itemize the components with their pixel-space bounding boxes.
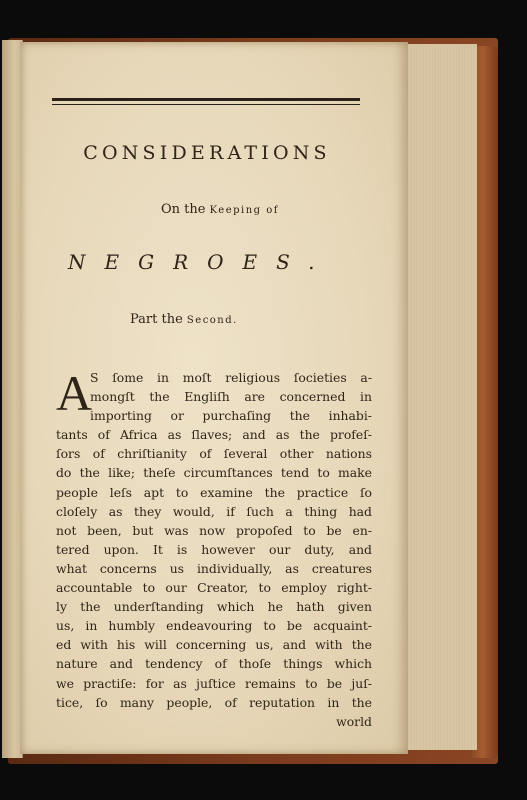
text-line: what concerns us individually, as creatures bbox=[56, 560, 372, 576]
text-line: we practiſe: for as juſtice remains to be juſ- bbox=[56, 675, 372, 691]
text-line: cloſely as they would, if ſuch a thing had bbox=[56, 503, 372, 519]
body-text bbox=[56, 365, 372, 731]
subtitle-small-caps: Keeping of bbox=[209, 205, 279, 216]
text-line: us, in humbly endeavouring to be acquaint- bbox=[56, 618, 372, 634]
text-line: ly the underſtanding which he hath given bbox=[56, 599, 372, 615]
text-line: do the like; theſe circumſtances tend to make bbox=[56, 465, 372, 481]
page-edges bbox=[404, 44, 477, 750]
subtitle bbox=[100, 202, 340, 217]
heading: NEGROES. bbox=[68, 250, 334, 274]
text-line: ed with his will concerning us, and with the bbox=[56, 637, 372, 653]
book-page bbox=[20, 42, 408, 754]
part-small-caps: Second. bbox=[186, 315, 238, 326]
text-line: accountable to our Creator, to employ right- bbox=[56, 580, 372, 596]
text-line: people leſs apt to examine the practice ſo bbox=[56, 484, 372, 500]
text-line-catchword: world bbox=[336, 713, 372, 729]
text-line: tered upon. It is however our duty, and bbox=[56, 541, 372, 557]
header-rule bbox=[52, 98, 360, 101]
subtitle-prefix: On the bbox=[161, 202, 210, 217]
page-title: CONSIDERATIONS bbox=[83, 142, 331, 164]
text-line: tice, ſo many people, of reputation in the bbox=[56, 694, 372, 710]
header-rule-thin bbox=[52, 104, 360, 105]
text-line: importing or purchaſing the inhabi- bbox=[90, 408, 372, 424]
drop-cap: A bbox=[56, 365, 93, 421]
text-line: S ſome in moſt religious ſocieties a- bbox=[90, 370, 372, 385]
text-line: ſors of chriſtianity of ſeveral other nations bbox=[56, 446, 372, 462]
part-prefix: Part the bbox=[130, 312, 187, 327]
text-line: tants of Africa as ſlaves; and as the profeſ- bbox=[56, 427, 372, 443]
text-line: not been, but was now propoſed to be en- bbox=[56, 522, 372, 538]
part-heading bbox=[130, 312, 300, 327]
text-line: nature and tendency of thoſe things which bbox=[56, 656, 372, 672]
text-line: mongſt the Engliſh are concerned in bbox=[90, 389, 372, 405]
